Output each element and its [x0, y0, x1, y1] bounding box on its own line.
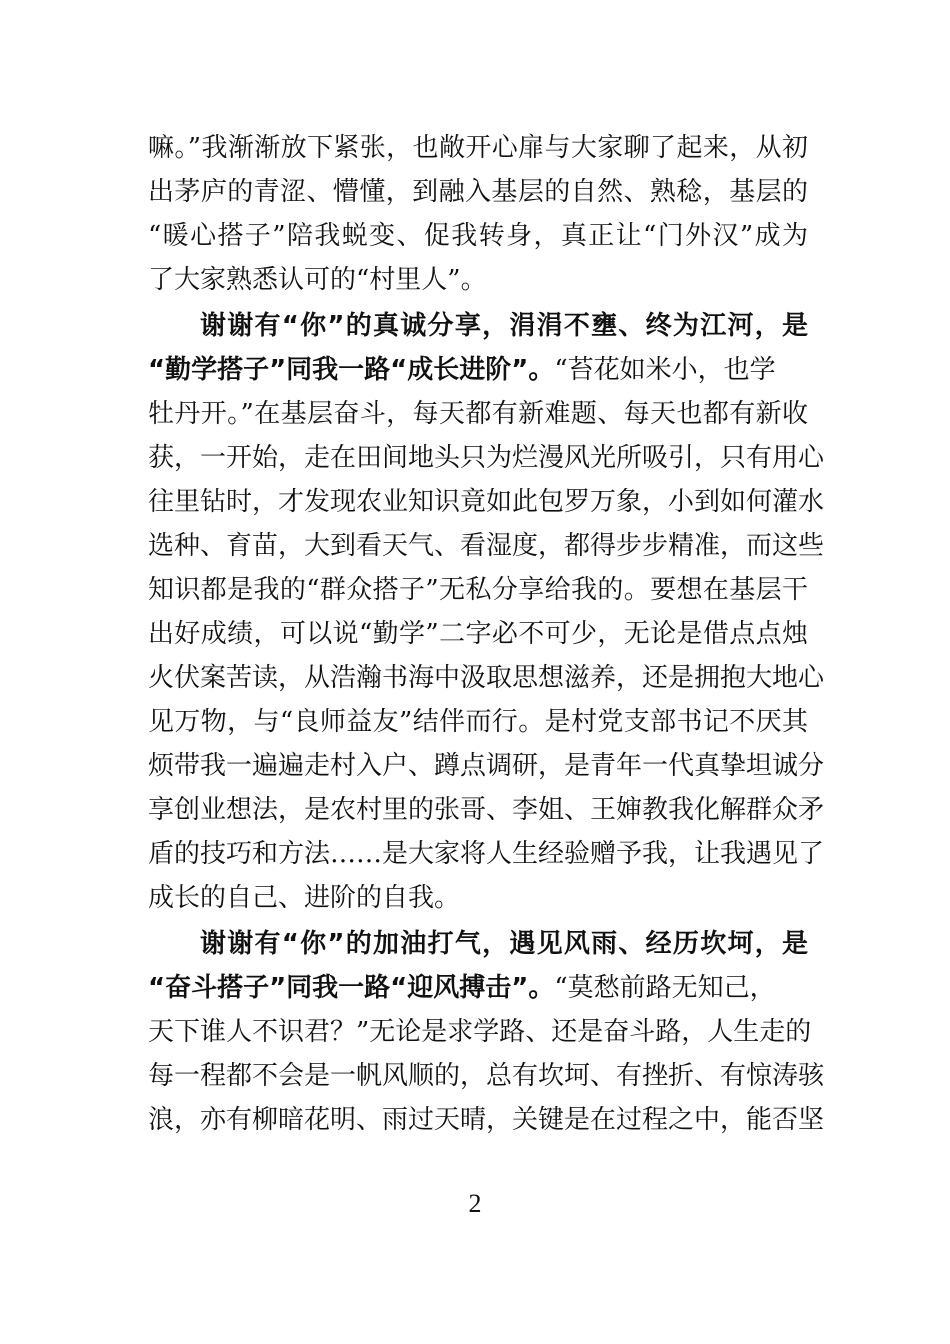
section-heading-line: 谢谢有“你”的加油打气，遇见风雨、经历坎坷，是 — [200, 929, 808, 959]
paragraph-line: 出茅庐的青涩、懵懂，到融入基层的自然、熟稔，基层的 — [148, 177, 808, 207]
section-heading-line: 谢谢有“你”的真诚分享，涓涓不壅、终为江河，是 — [200, 311, 808, 341]
paragraph-line: 嘛。”我渐渐放下紧张，也敞开心扉与大家聊了起来，从初 — [148, 133, 808, 163]
page-number: 2 — [468, 1189, 482, 1218]
paragraph-line: 获，一开始，走在田间地头只为烂漫风光所吸引，只有用心 — [148, 443, 825, 473]
paragraph-line: 烦带我一遍遍走村入户、蹲点调研，是青年一代真挚坦诚分 — [148, 751, 825, 781]
paragraph-line: 见万物，与“良师益友”结伴而行。是村党支部书记不厌其 — [148, 707, 808, 737]
paragraph-line: 了大家熟悉认可的“村里人”。 — [148, 265, 487, 295]
mixed-line — [148, 348, 808, 392]
paragraph-line: 天下谁人不识君？”无论是求学路、还是奋斗路，人生走的 — [148, 1017, 812, 1047]
paragraph-line: “暖心搭子”陪我蜕变、促我转身，真正让“门外汉”成为 — [148, 221, 808, 251]
paragraph-line: 盾的技巧和方法……是大家将人生经验赠予我，让我遇见了 — [148, 839, 825, 869]
paragraph-line: 知识都是我的“群众搭子”无私分享给我的。要想在基层干 — [148, 575, 808, 605]
paragraph-line: 每一程都不会是一帆风顺的，总有坎坷、有挫折、有惊涛骇 — [148, 1061, 825, 1091]
section-heading-line: “奋斗搭子”同我一路“迎风搏击”。 — [148, 973, 555, 1003]
paragraph-line: 享创业想法，是农村里的张哥、李姐、王婶教我化解群众矛 — [148, 795, 825, 825]
mixed-line — [148, 966, 808, 1010]
paragraph-line: 浪，亦有柳暗花明、雨过天晴，关键是在过程之中，能否坚 — [148, 1105, 825, 1135]
paragraph-line: 出好成绩，可以说“勤学”二字必不可少，无论是借点点烛 — [148, 619, 808, 649]
paragraph-line: 火伏案苦读，从浩瀚书海中汲取思想滋养，还是拥抱大地心 — [148, 663, 825, 693]
paragraph-text: “苔花如米小，也学 — [554, 355, 776, 385]
paragraph-text: “莫愁前路无知己， — [554, 973, 776, 1003]
section-heading-line: “勤学搭子”同我一路“成长进阶”。 — [148, 355, 555, 385]
paragraph-line: 牡丹开。”在基层奋斗，每天都有新难题、每天也都有新收 — [148, 399, 808, 429]
paragraph-line: 选种、育苗，大到看天气、看湿度，都得步步精准，而这些 — [148, 531, 825, 561]
paragraph-line: 成长的自己、进阶的自我。 — [148, 883, 461, 913]
paragraph-line: 往里钻时，才发现农业知识竟如此包罗万象，小到如何灌水 — [148, 487, 825, 517]
